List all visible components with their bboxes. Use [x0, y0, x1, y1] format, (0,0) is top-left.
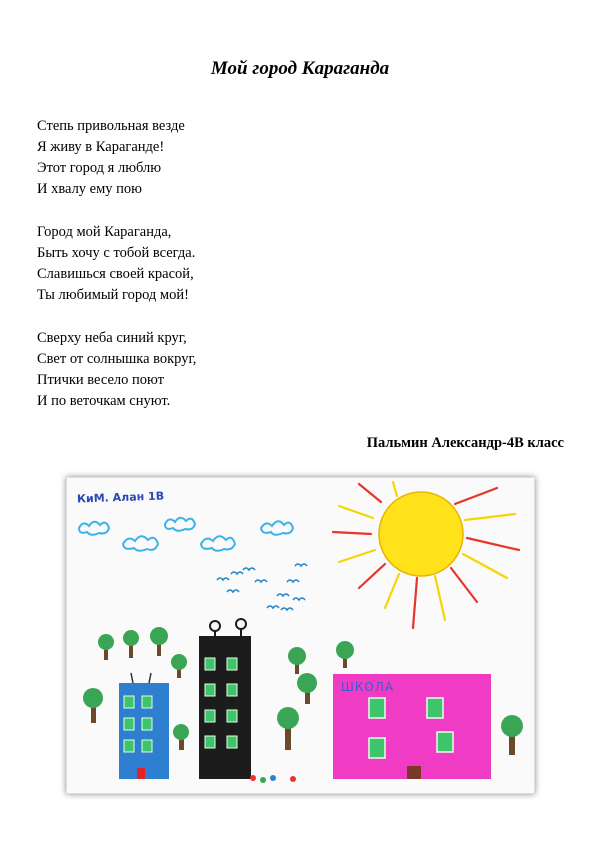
poem-line: Степь привольная везде — [37, 118, 185, 134]
poem-line: Птички весело поют — [37, 372, 164, 388]
poem-stanza — [37, 116, 196, 200]
poem — [37, 116, 196, 434]
author-caption: Пальмин Александр-4В класс — [366, 435, 564, 451]
poem-line: И по веточкам снуют. — [37, 393, 171, 409]
drawing-signature: КиМ. Алан 1В — [76, 489, 165, 506]
sun-icon — [379, 492, 463, 576]
poem-line: Этот город я люблю — [37, 160, 162, 176]
poem-line: Город мой Караганда, — [37, 224, 172, 240]
poem-line: Быть хочу с тобой всегда. — [37, 245, 196, 261]
poem-line: Славишься своей красой, — [37, 266, 194, 282]
birds — [217, 564, 307, 610]
poem-stanza — [37, 328, 196, 412]
child-drawing — [66, 477, 535, 794]
page-title: Мой город Караганда — [210, 58, 390, 79]
blue-house — [119, 673, 169, 779]
poem-line: И хвалу ему пою — [37, 181, 143, 197]
poem-line: Сверху неба синий круг, — [37, 330, 187, 346]
black-house — [199, 619, 251, 779]
ground-flowers — [250, 775, 296, 783]
poem-line: Ты любимый город мой! — [37, 287, 189, 303]
clouds — [79, 518, 293, 551]
poem-line: Я живу в Караганде! — [37, 139, 165, 155]
poem-stanza — [37, 222, 196, 306]
poem-line: Свет от солнышка вокруг, — [37, 351, 197, 367]
drawing-canvas — [67, 478, 534, 793]
school-sign: ШКОЛА — [341, 680, 395, 694]
